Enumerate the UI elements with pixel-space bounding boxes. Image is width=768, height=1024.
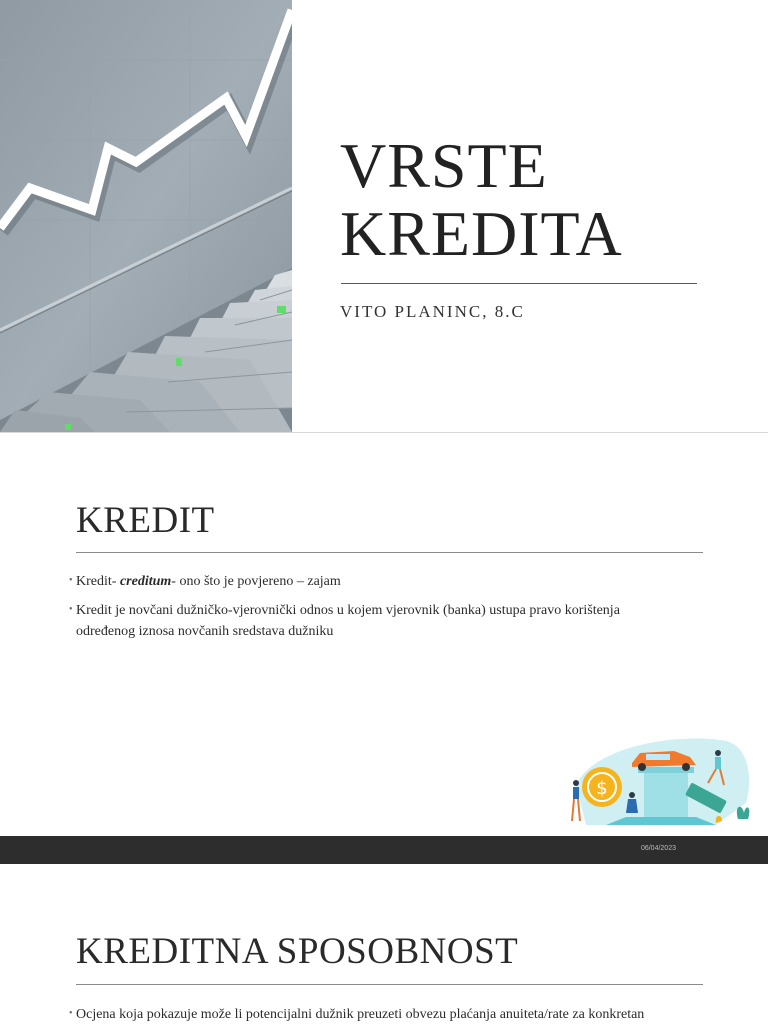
bullet-list [70, 1004, 710, 1024]
slide-kredit [0, 433, 768, 836]
bullet-prefix: Kredit- [76, 574, 120, 589]
slide-title: KREDIT [76, 500, 215, 541]
slide-title: KREDITNA SPOSOBNOST [76, 931, 519, 972]
title-slide [0, 0, 768, 432]
bullet-text-line-2: određenog iznosa novčanih sredstava dužniku [76, 624, 334, 639]
stairs-arrow-image [0, 0, 292, 432]
author-subtitle: VITO PLANINC, 8.C [340, 302, 525, 321]
bullet-item [70, 571, 690, 592]
title-divider [341, 283, 697, 284]
bullet-emphasis: creditum [119, 574, 172, 589]
bullet-item [70, 1004, 710, 1024]
bullet-list [70, 571, 690, 650]
slide-footer-bar [0, 836, 768, 864]
title-line-1: VRSTE [340, 130, 548, 201]
bullet-text: Ocjena koja pokazuje može li potencijalni dužnik preuzeti obvezu plaćanja anuiteta/rate za konkretan [76, 1007, 645, 1022]
title-divider [76, 552, 703, 553]
svg-text:$: $ [596, 778, 608, 799]
footer-date: 06/04/2023 [640, 845, 676, 852]
bullet-suffix: - ono što je povjereno – zajam [171, 574, 341, 589]
credit-illustration-icon [566, 733, 752, 833]
title-divider [76, 984, 703, 985]
bullet-item [70, 600, 690, 642]
bullet-text-line-1: Kredit je novčani dužničko-vjerovnički odnos u kojem vjerovnik (banka) ustupa pravo korištenja [76, 603, 620, 618]
slide-kreditna-sposobnost [0, 864, 768, 1024]
presentation-title [340, 132, 623, 268]
title-line-2: KREDITA [340, 198, 623, 269]
